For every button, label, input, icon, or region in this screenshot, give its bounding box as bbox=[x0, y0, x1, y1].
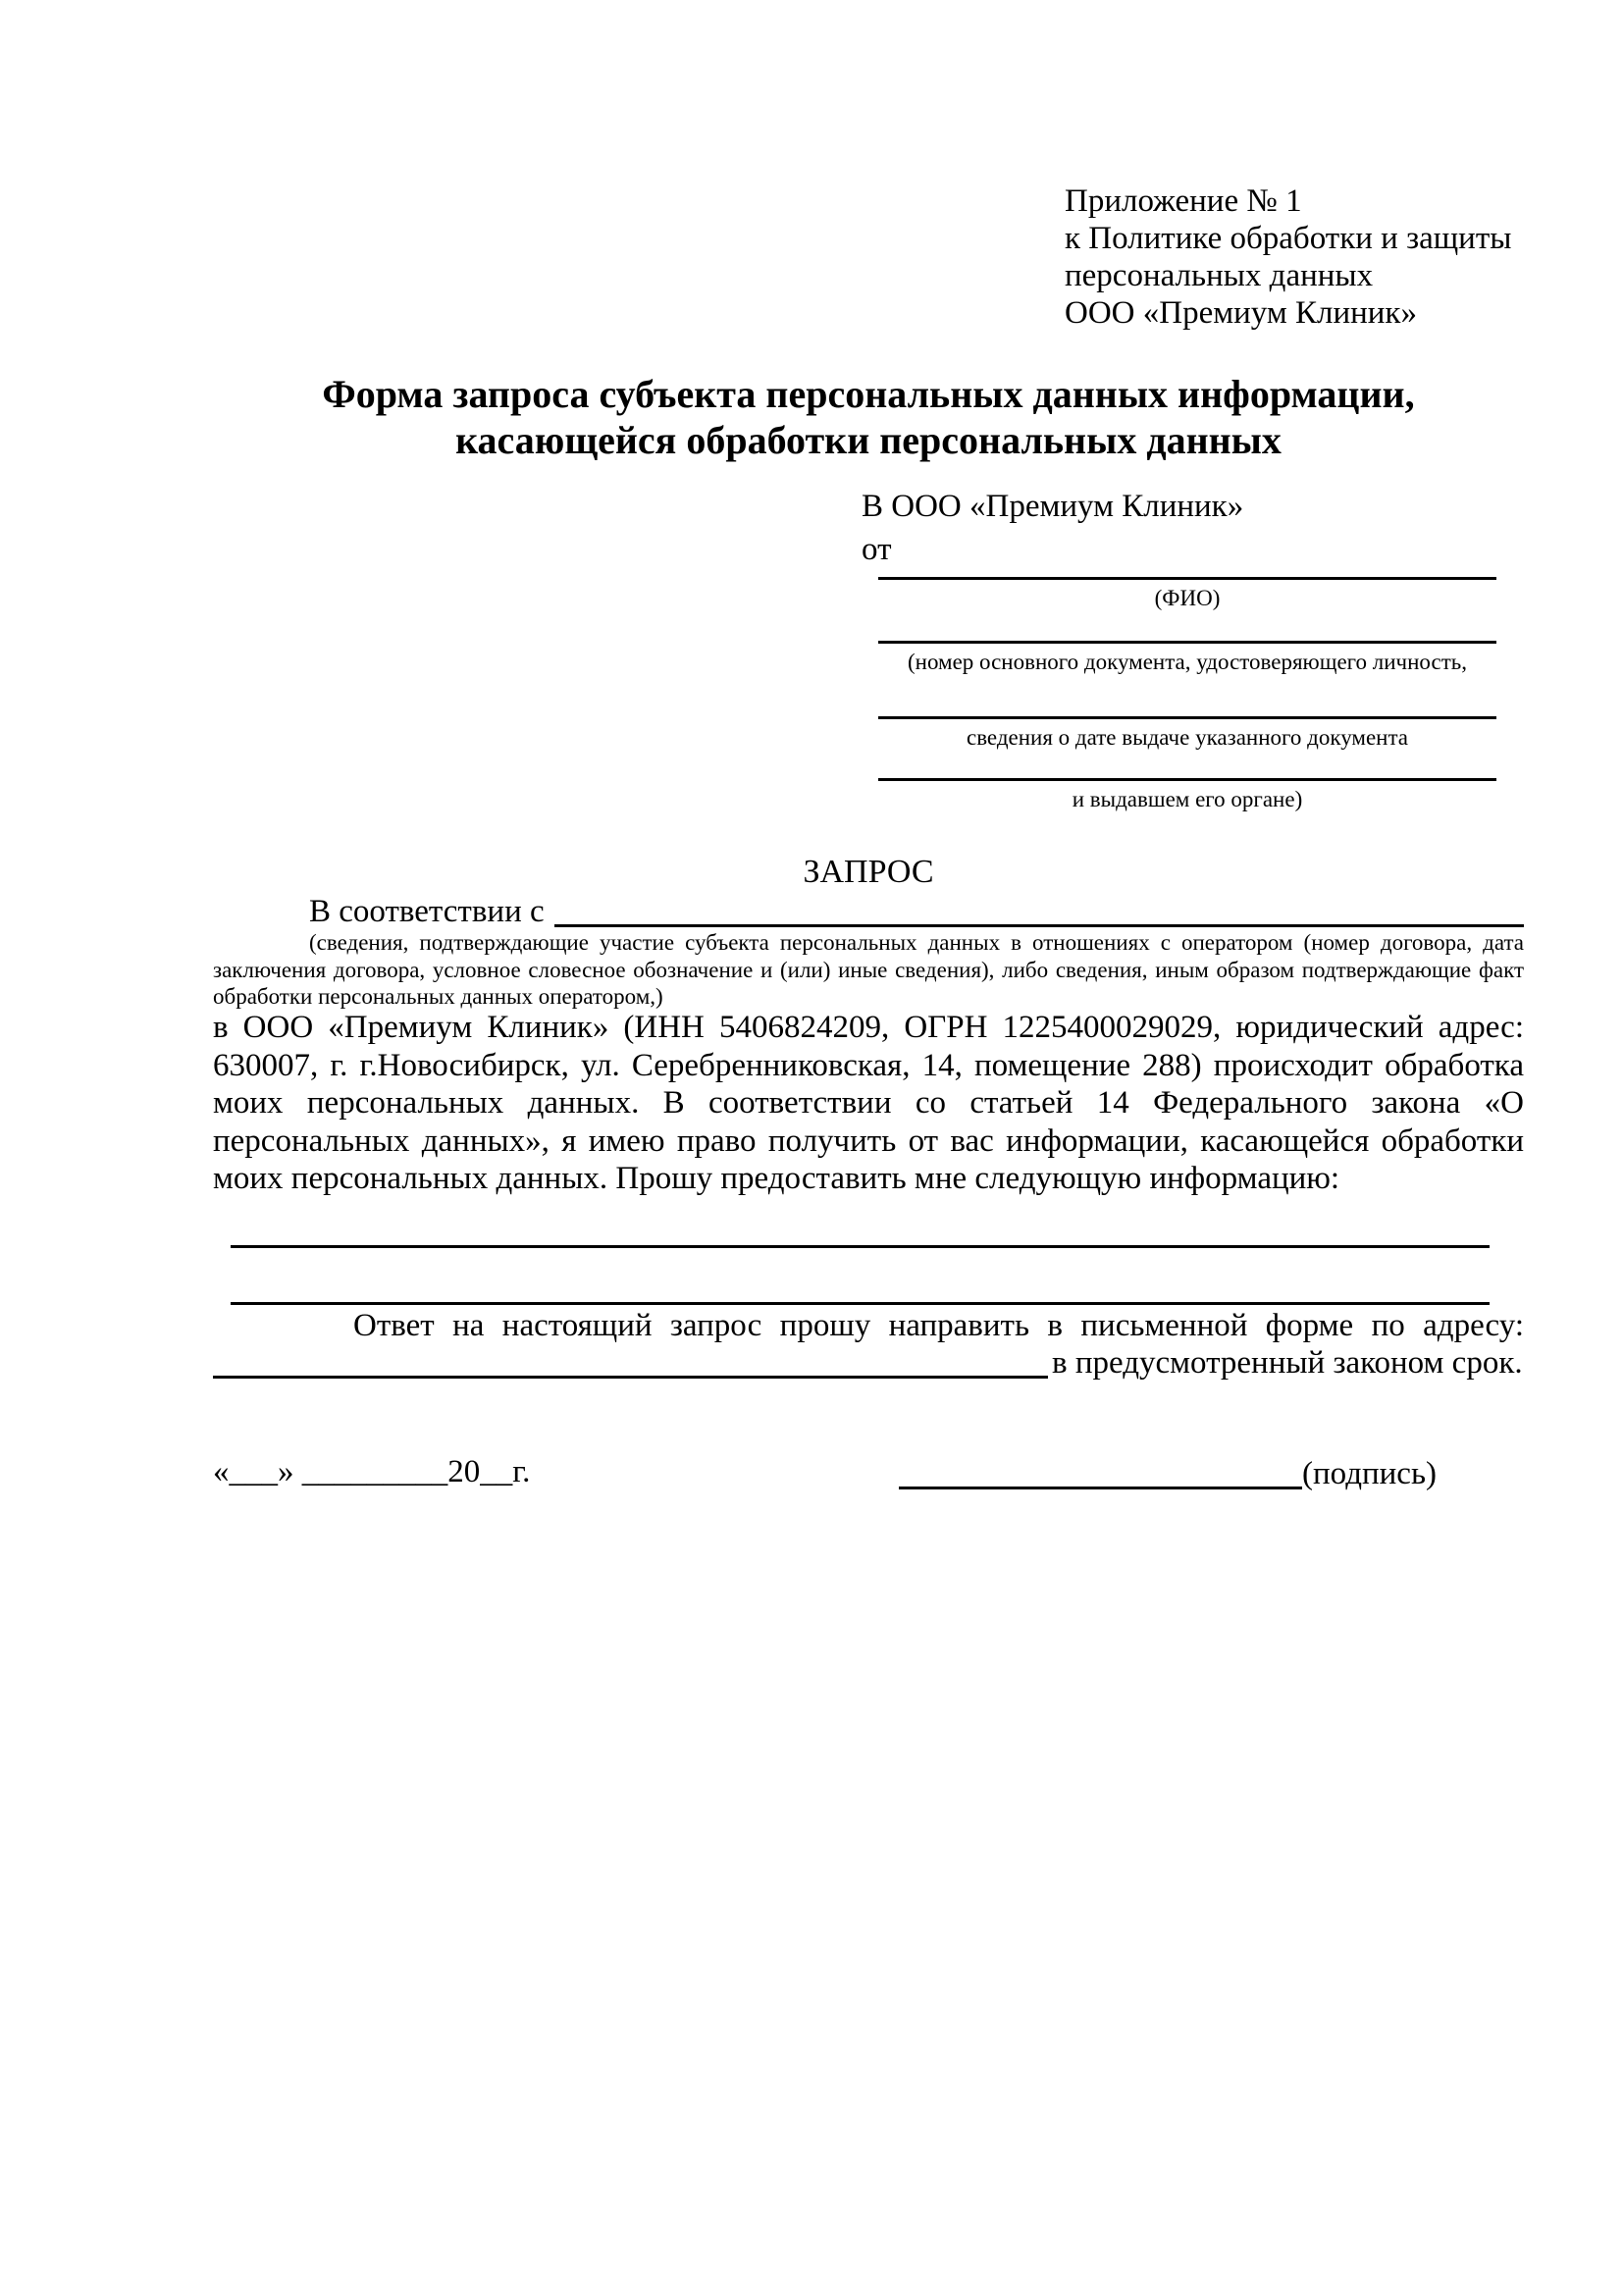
issuing-authority-blank-line bbox=[878, 778, 1496, 781]
info-blank-line-1 bbox=[231, 1245, 1490, 1248]
addressee-block bbox=[862, 485, 1243, 571]
reply-request-text: Ответ на настоящий запрос прошу направить в письменной форме по адресу: bbox=[353, 1308, 1524, 1343]
page-title-line-1: Форма запроса субъекта персональных данных информации, bbox=[322, 372, 1415, 416]
request-lead-blank-line bbox=[554, 924, 1524, 927]
request-note: (сведения, подтверждающие участие субъекта персональных данных в отношениях с оператором (номер договора, дата заключения договора, условное словесное обозначение и (или) иные сведения), либо сведения, иным образом подтверждающие факт обработки персональных данных оператором,) bbox=[213, 930, 1524, 1009]
issue-date-blank-line bbox=[878, 716, 1496, 719]
fio-blank-line bbox=[878, 577, 1496, 580]
addressee-from: от bbox=[862, 532, 892, 567]
field-fio bbox=[878, 577, 1496, 611]
request-lead-row bbox=[213, 893, 1524, 930]
signature-caption: (подпись) bbox=[1302, 1456, 1437, 1491]
page-title-line-2: касающейся обработки персональных данных bbox=[455, 418, 1282, 462]
fio-caption: (ФИО) bbox=[1154, 586, 1221, 610]
field-issue-date bbox=[878, 716, 1496, 751]
address-blank-line bbox=[213, 1376, 1048, 1379]
request-lead-text: В соответствии с bbox=[309, 894, 545, 929]
appendix-header bbox=[1065, 183, 1511, 332]
date-blank: «___» _________20__г. bbox=[213, 1454, 531, 1489]
issue-date-caption: сведения о дате выдаче указанного документа bbox=[966, 725, 1409, 750]
appendix-header-line: ООО «Премиум Клиник» bbox=[1065, 295, 1417, 331]
appendix-header-line: Приложение № 1 bbox=[1065, 183, 1302, 219]
reply-deadline-text: в предусмотренный законом срок. bbox=[1052, 1345, 1523, 1381]
info-blank-line-2 bbox=[231, 1302, 1490, 1305]
signature-blank-line bbox=[899, 1487, 1302, 1489]
request-body: в ООО «Премиум Клиник» (ИНН 5406824209, ОГРН 1225400029029, юридический адрес: 630007, г. г.Новосибирск, ул. Серебренниковская, 14, помещение 288) происходит обработка моих персональных данных. В соответствии со статьей 14 Федерального закона «О персональных данных», я имею право получить от вас информации, касающейся обработки моих персональных данных. Прошу предоставить мне следующую информацию: bbox=[213, 1010, 1524, 1196]
request-heading: ЗАПРОС bbox=[803, 854, 934, 890]
document-number-caption: (номер основного документа, удостоверяющего личность, bbox=[907, 650, 1467, 674]
appendix-header-line: к Политике обработки и защиты bbox=[1065, 221, 1512, 256]
document-number-blank-line bbox=[878, 641, 1496, 644]
issuing-authority-caption: и выдавшем его органе) bbox=[1072, 787, 1303, 811]
field-document-number bbox=[878, 641, 1496, 675]
appendix-header-line: персональных данных bbox=[1065, 258, 1374, 293]
field-issuing-authority bbox=[878, 778, 1496, 812]
reply-address-row bbox=[213, 1344, 1524, 1382]
page-title bbox=[213, 371, 1524, 463]
addressee-to: В ООО «Премиум Клиник» bbox=[862, 489, 1244, 524]
